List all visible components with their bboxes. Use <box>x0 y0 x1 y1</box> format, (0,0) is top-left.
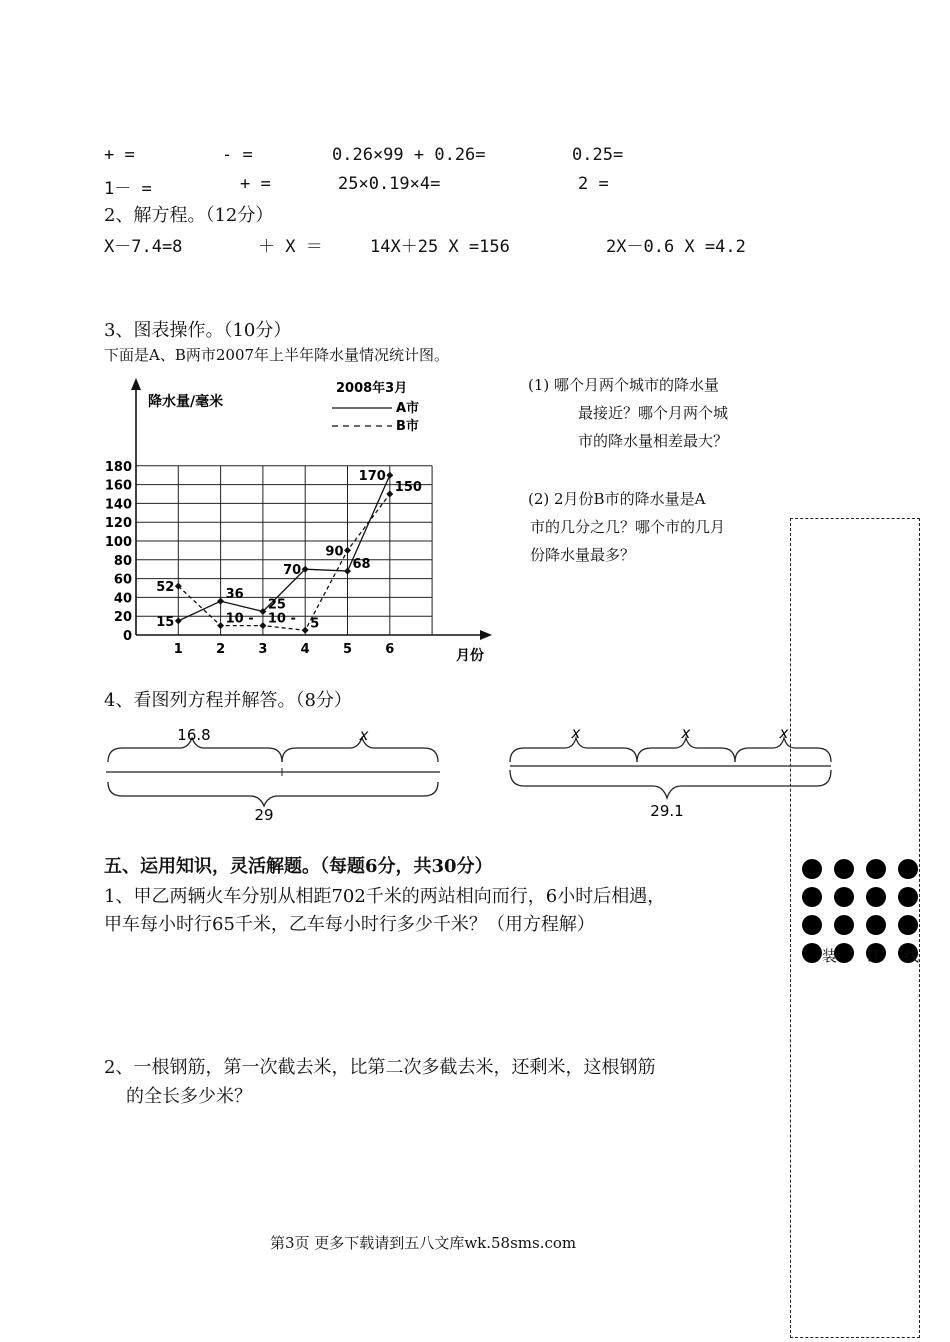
arith-r1-a: + = <box>104 145 135 165</box>
arith-r1-b: - = <box>222 145 253 165</box>
data-label: 5 <box>310 616 320 632</box>
data-point-b <box>217 622 224 629</box>
chart-q2-line1: (2) 2月份B市的降水量是A <box>528 490 706 508</box>
section5-q2-line2: 的全长多少米？ <box>126 1086 252 1107</box>
equation-4: 2X－0.6 X =4.2 <box>606 237 746 257</box>
section5-q2-line1: 2、一根钢筋，第一次截去米，比第二次多截去米，还剩米，这根钢筋 <box>104 1057 656 1078</box>
data-point-a <box>344 568 351 575</box>
brace-bottom-right <box>510 770 831 798</box>
label-x-r1: x <box>571 724 581 742</box>
chart-q2-line2: 市的几分之几？哪个市的几月 <box>530 518 726 536</box>
arith-r2-a: 1－ = <box>104 179 152 199</box>
y-tick-label: 100 <box>104 535 132 550</box>
data-label: 90 <box>325 544 344 560</box>
x-tick-label: 2 <box>216 642 226 657</box>
data-label: 70 <box>283 563 302 579</box>
label-29-1: 29.1 <box>650 802 684 820</box>
data-point-a <box>386 472 393 479</box>
data-point-a <box>217 598 224 605</box>
y-axis-label: 降水量/毫米 <box>148 394 224 410</box>
binding-label-zhuang: 装 <box>822 947 838 965</box>
chart-q2-line3: 份降水量最多？ <box>530 546 636 564</box>
equation-1: X－7.4=8 <box>104 237 183 257</box>
page-footer: 第3页 更多下载请到五八文库wk.58sms.com <box>270 1234 577 1252</box>
y-tick-label: 20 <box>113 610 132 626</box>
data-point-b <box>344 547 351 554</box>
legend-label-b: B市 <box>396 419 419 434</box>
x-axis-arrow <box>480 630 492 640</box>
x-tick-label: 4 <box>300 642 310 657</box>
data-label: 10 - <box>267 611 296 627</box>
arith-r1-d: 0.25= <box>572 145 624 165</box>
label-x-r2: x <box>681 724 691 742</box>
equation-3: 14X＋25 X =156 <box>370 237 510 257</box>
equations-title: 2、解方程。（12分） <box>104 205 274 226</box>
binding-label-xian: 线 <box>904 947 920 965</box>
x-tick-label: 6 <box>385 642 395 657</box>
arith-r2-b: + = <box>240 174 271 194</box>
y-tick-label: 180 <box>104 459 132 475</box>
y-tick-label: 160 <box>104 478 132 494</box>
binding-label-ding: 订 <box>866 947 882 965</box>
label-x-left: x <box>359 726 369 744</box>
y-axis-arrow <box>131 378 141 390</box>
chart-q1-line1: (1) 哪个月两个城市的降水量 <box>528 376 720 394</box>
x-axis-label: 月份 <box>456 648 484 664</box>
label-29: 29 <box>254 806 274 824</box>
brace-bottom <box>108 782 438 806</box>
data-label: 52 <box>156 580 175 596</box>
x-tick-label: 5 <box>342 642 353 657</box>
y-tick-label: 0 <box>122 629 132 644</box>
chart-q1-line3: 市的降水量相差最大？ <box>578 432 729 450</box>
arith-r2-d: 2 = <box>578 174 609 194</box>
section5-q1-line2: 甲车每小时行65千米，乙车每小时行多少千米？（用方程解） <box>104 914 595 935</box>
chart-section-title: 3、图表操作。（10分） <box>104 320 292 341</box>
data-label: 170 <box>358 469 386 485</box>
legend-label-a: A市 <box>396 401 420 416</box>
data-point-a <box>175 617 182 624</box>
diagram-section-title: 4、看图列方程并解答。（8分） <box>104 690 352 711</box>
y-tick-label: 60 <box>113 572 132 588</box>
label-x-r3: x <box>779 724 789 742</box>
section5-q1-line1: 1、甲乙两辆火车分别从相距702千米的两站相向而行，6小时后相遇， <box>104 886 666 907</box>
y-tick-label: 120 <box>104 516 132 532</box>
chart-section-desc: 下面是A、B两市2007年上半年降水量情况统计图。 <box>104 346 450 364</box>
data-label: 150 <box>394 480 422 495</box>
y-tick-label: 80 <box>113 553 132 569</box>
data-point-b <box>386 491 393 498</box>
data-point-b <box>302 627 309 634</box>
section5-title: 五、运用知识，灵活解题。（每题6分，共30分） <box>104 856 493 877</box>
equation-2: ＋ X ＝ <box>258 237 323 257</box>
y-tick-label: 140 <box>104 497 132 513</box>
data-point-b <box>259 622 266 629</box>
data-label: 15 <box>156 614 175 630</box>
segment-diagram-left <box>100 720 450 825</box>
chart-legend-title: 2008年3月 <box>336 381 408 396</box>
chart-q1-line2: 最接近？哪个月两个城 <box>578 404 729 422</box>
data-label: 68 <box>352 557 371 573</box>
x-tick-label: 3 <box>258 642 268 657</box>
data-label: 25 <box>267 597 286 613</box>
label-16-8: 16.8 <box>177 726 211 744</box>
data-label: 36 <box>225 587 244 603</box>
y-tick-label: 40 <box>113 591 132 607</box>
x-tick-label: 1 <box>173 642 183 657</box>
rainfall-line-chart <box>100 368 520 668</box>
data-label: 10 - <box>225 611 254 627</box>
arith-r2-c: 25×0.19×4= <box>338 174 441 194</box>
arith-r1-c: 0.26×99 + 0.26= <box>332 145 486 165</box>
